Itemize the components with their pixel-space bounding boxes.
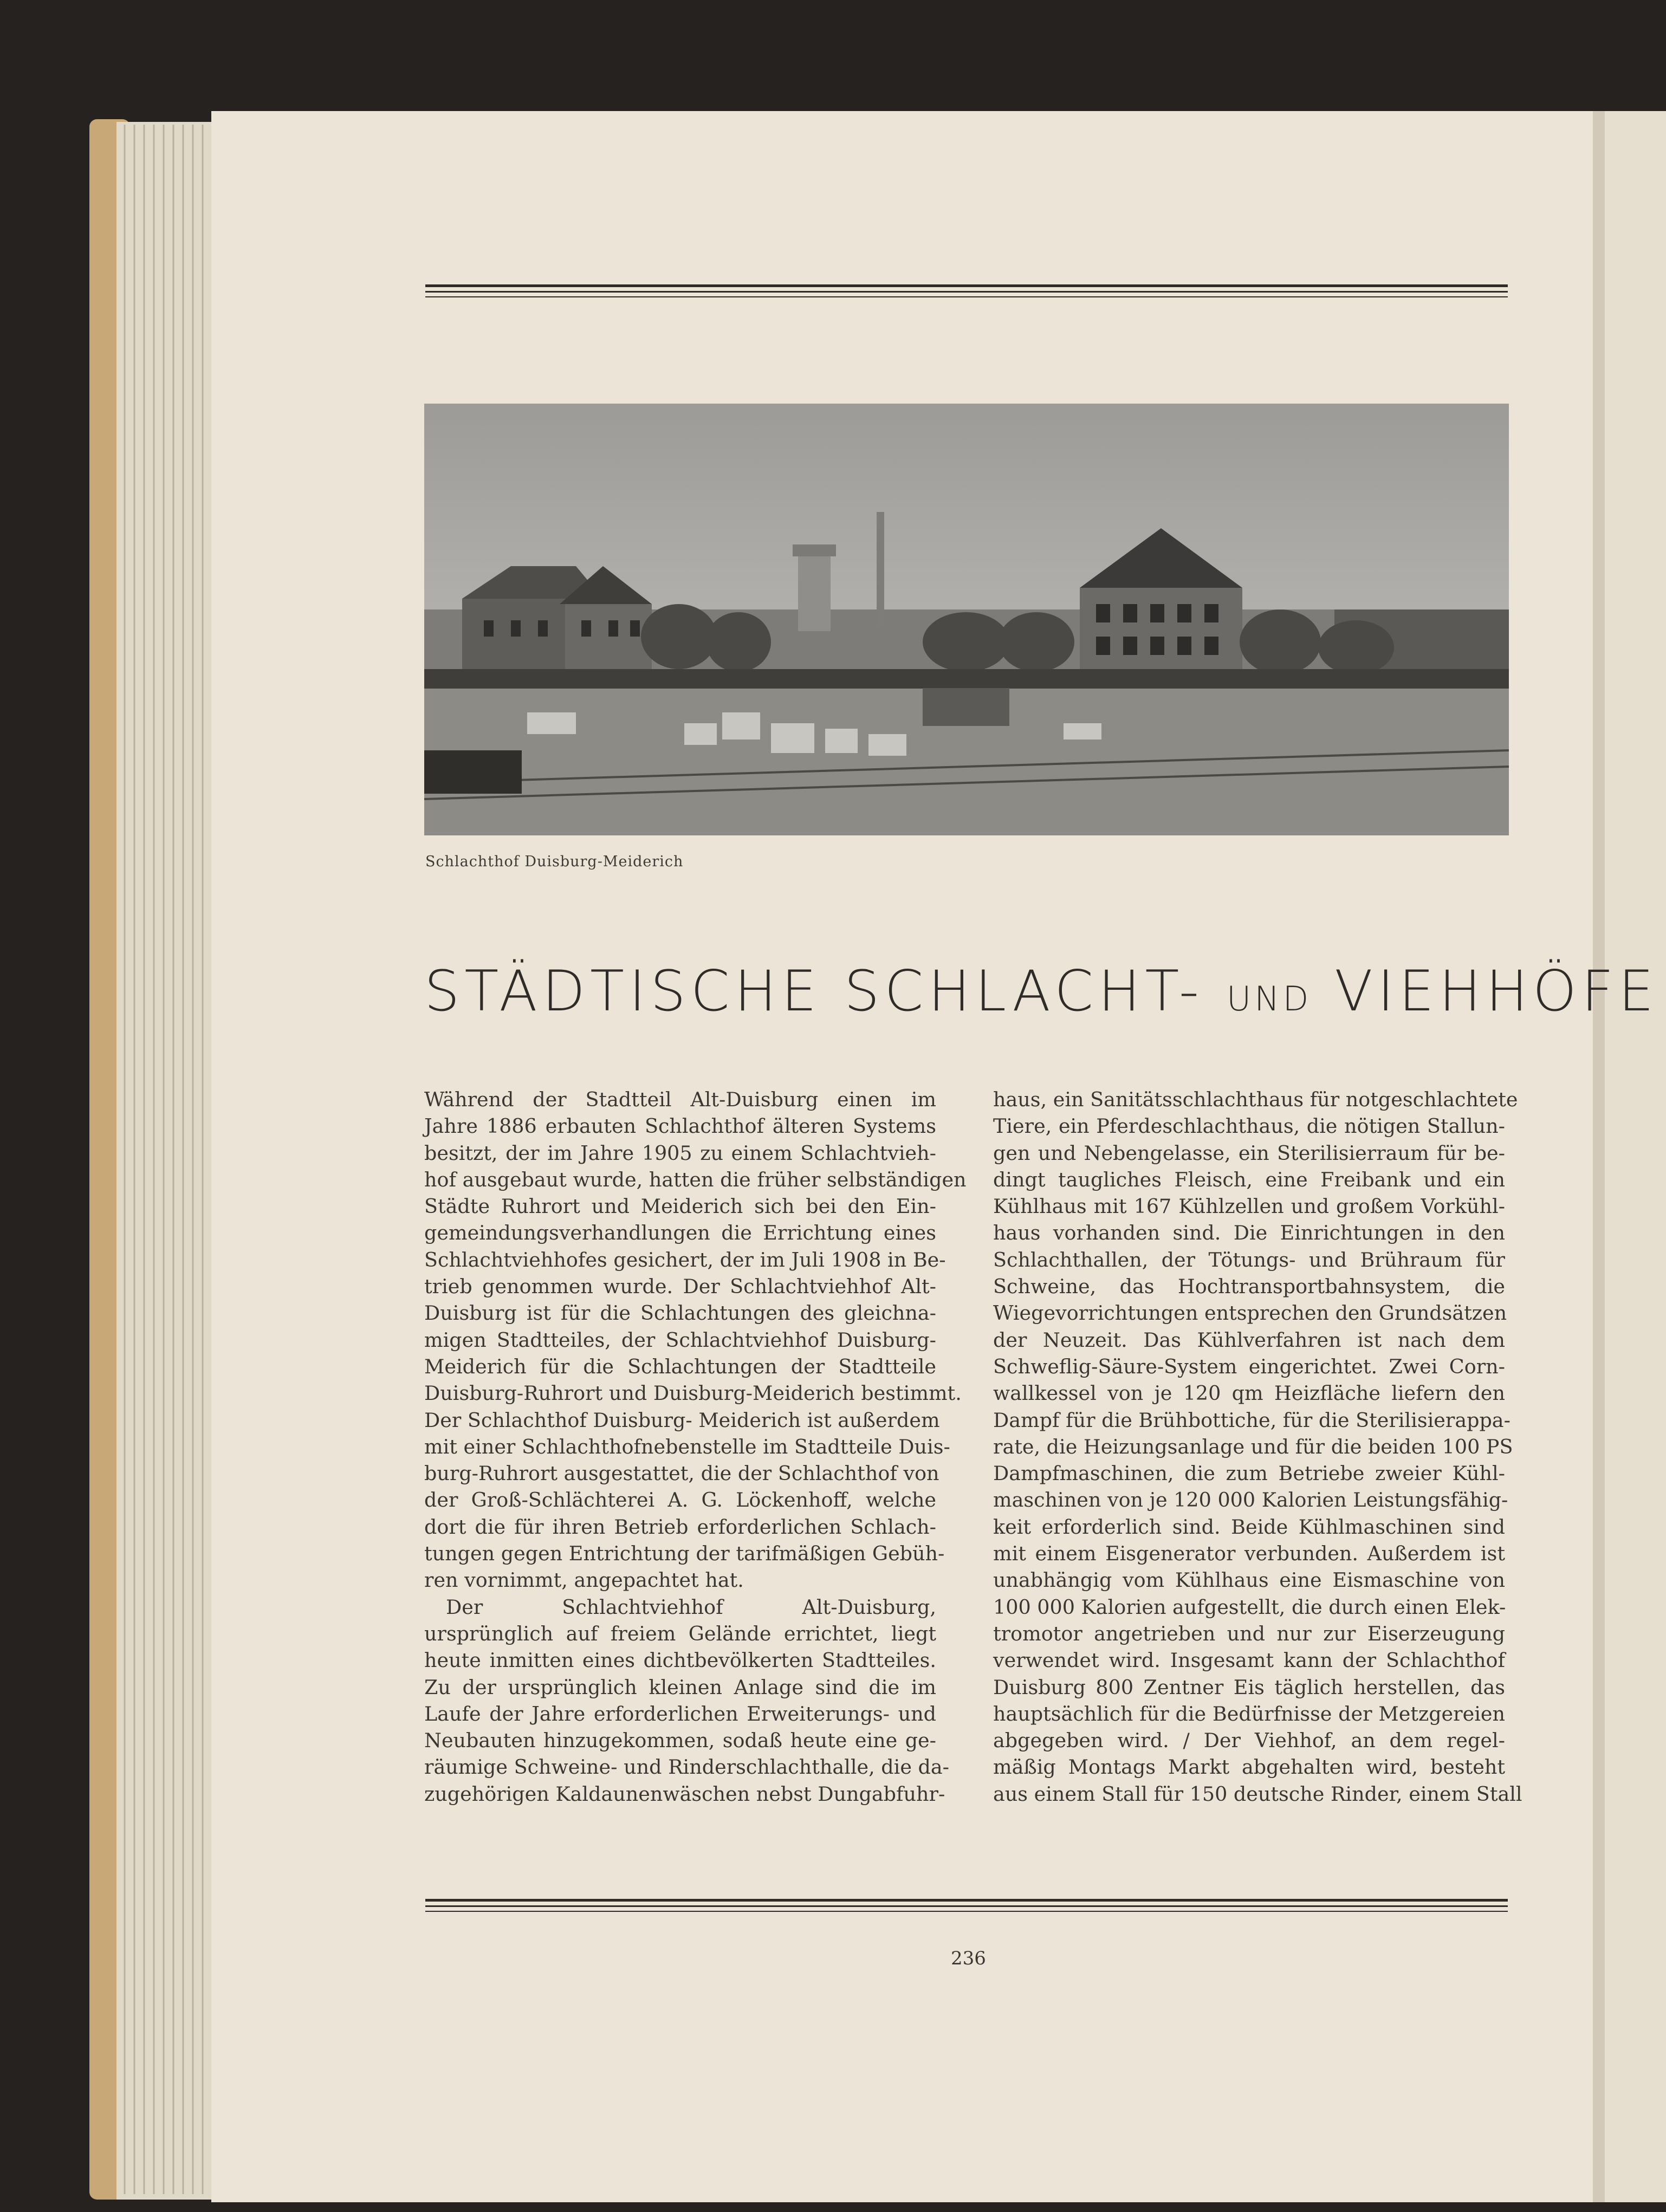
text-line: verwendet wird. Insgesamt kann der Schlachthof bbox=[993, 1649, 1505, 1672]
text-line: gemeindungsverhandlungen die Errichtung eines bbox=[424, 1221, 936, 1245]
text-line: rate, die Heizungsanlage und für die beiden 100 PS bbox=[993, 1435, 1513, 1458]
title-part2: UND bbox=[1226, 979, 1312, 1019]
text-line: burg-Ruhrort ausgestattet, die der Schlachthof von bbox=[424, 1462, 939, 1486]
text-line: unabhängig vom Kühlhaus eine Eismaschine von bbox=[993, 1568, 1505, 1592]
text-column-left bbox=[424, 1086, 967, 1807]
text-line: aus einem Stall für 150 deutsche Rinder, einem Stall bbox=[993, 1782, 1522, 1806]
text-line: 100 000 Kalorien aufgestellt, die durch einen Elek- bbox=[993, 1595, 1506, 1619]
text-line: der Groß-Schlächterei A. G. Löckenhoff, welche bbox=[424, 1488, 936, 1512]
text-line: ren vornimmt, angepachtet hat. bbox=[424, 1568, 744, 1592]
slaughterhouse-photo bbox=[424, 404, 1509, 835]
text-line: Schlachthallen, der Tötungs- und Brühraum für bbox=[993, 1248, 1505, 1272]
text-line: Meiderich für die Schlachtungen der Stadtteile bbox=[424, 1354, 936, 1378]
text-line: mit einer Schlachthofnebenstelle im Stadtteile Duis- bbox=[424, 1435, 950, 1458]
text-line: Duisburg 800 Zentner Eis täglich herstellen, das bbox=[993, 1675, 1505, 1699]
text-line: tungen gegen Entrichtung der tarifmäßigen Gebüh- bbox=[424, 1542, 945, 1566]
text-line: Schweine, das Hochtransportbahnsystem, die bbox=[993, 1275, 1505, 1299]
text-line: haus, ein Sanitätsschlachthaus für notgeschlachtete bbox=[993, 1088, 1518, 1111]
text-line: Schlachtviehhofes gesichert, der im Juli 1908 in Be- bbox=[424, 1248, 946, 1272]
text-line: Wiegevorrichtungen entsprechen den Grundsätzen bbox=[993, 1301, 1507, 1325]
title-part3: VIEHHÖFE bbox=[1334, 959, 1659, 1024]
text-line: besitzt, der im Jahre 1905 zu einem Schlachtvieh- bbox=[424, 1141, 936, 1165]
text-line: Dampf für die Brühbottiche, für die Sterilisierappa- bbox=[993, 1408, 1511, 1432]
text-line: Während der Stadtteil Alt-Duisburg einen im bbox=[424, 1088, 936, 1111]
page-number: 236 bbox=[951, 1948, 986, 1969]
text-line: haus vorhanden sind. Die Einrichtungen in den bbox=[993, 1221, 1505, 1245]
text-line: Laufe der Jahre erforderlichen Erweiterungs- und bbox=[424, 1702, 936, 1726]
text-line: Dampfmaschinen, die zum Betriebe zweier Kühl- bbox=[993, 1462, 1505, 1486]
text-line: Duisburg-Ruhrort und Duisburg-Meiderich bestimmt. bbox=[424, 1381, 962, 1405]
text-line: zugehörigen Kaldaunenwäschen nebst Dungabfuhr- bbox=[424, 1782, 945, 1806]
text-line: Kühlhaus mit 167 Kühlzellen und großem Vorkühl- bbox=[993, 1195, 1505, 1218]
text-line: gen und Nebengelasse, ein Sterilisierraum für be- bbox=[993, 1141, 1505, 1165]
text-line: Zu der ursprünglich kleinen Anlage sind die im bbox=[424, 1675, 936, 1699]
text-line: Tiere, ein Pferdeschlachthaus, die nötigen Stallun- bbox=[993, 1114, 1505, 1138]
text-line: Duisburg ist für die Schlachtungen des gleichna- bbox=[424, 1301, 936, 1325]
bottom-rule bbox=[425, 1899, 1508, 1912]
top-rule bbox=[425, 284, 1508, 297]
text-line: dort die für ihren Betrieb erforderlichen Schlach- bbox=[424, 1515, 936, 1539]
text-line: tromotor angetrieben und nur zur Eiserzeugung bbox=[993, 1621, 1505, 1645]
text-line: abgegeben wird. / Der Viehhof, an dem regel- bbox=[993, 1729, 1505, 1753]
text-line: Schweflig-Säure-System eingerichtet. Zwei Corn- bbox=[993, 1354, 1505, 1378]
text-line: maschinen von je 120 000 Kalorien Leistungsfähig- bbox=[993, 1488, 1508, 1512]
text-line: trieb genommen wurde. Der Schlachtviehhof Alt- bbox=[424, 1275, 936, 1299]
text-line: keit erforderlich sind. Beide Kühlmaschinen sind bbox=[993, 1515, 1505, 1539]
text-line: Neubauten hinzugekommen, sodaß heute eine ge- bbox=[424, 1729, 936, 1753]
text-line: migen Stadtteiles, der Schlachtviehhof Duisburg- bbox=[424, 1328, 936, 1352]
text-line: dingt taugliches Fleisch, eine Freibank und ein bbox=[993, 1167, 1505, 1191]
title-part1: STÄDTISCHE SCHLACHT- bbox=[424, 959, 1204, 1024]
text-line: mit einem Eisgenerator verbunden. Außerdem ist bbox=[993, 1542, 1505, 1566]
text-line: Der Schlachtviehhof Alt-Duisburg, bbox=[446, 1595, 936, 1619]
article-title bbox=[424, 959, 1659, 1024]
text-line: wallkessel von je 120 qm Heizfläche liefern den bbox=[993, 1381, 1505, 1405]
text-line: der Neuzeit. Das Kühlverfahren ist nach dem bbox=[993, 1328, 1505, 1352]
text-line: mäßig Montags Markt abgehalten wird, besteht bbox=[993, 1755, 1505, 1779]
text-line: Jahre 1886 erbauten Schlachthof älteren Systems bbox=[424, 1114, 936, 1138]
text-line: räumige Schweine- und Rinderschlachthalle, die da- bbox=[424, 1755, 949, 1779]
text-line: hauptsächlich für die Bedürfnisse der Metzgereien bbox=[993, 1702, 1505, 1726]
text-line: Städte Ruhrort und Meiderich sich bei den Ein- bbox=[424, 1195, 936, 1218]
text-line: heute inmitten eines dichtbevölkerten Stadtteiles. bbox=[424, 1649, 936, 1672]
text-line: ursprünglich auf freiem Gelände errichtet, liegt bbox=[424, 1621, 936, 1645]
text-line: hof ausgebaut wurde, hatten die früher selbständigen bbox=[424, 1167, 967, 1191]
text-line: Der Schlachthof Duisburg- Meiderich ist außerdem bbox=[424, 1408, 940, 1432]
photo-caption: Schlachthof Duisburg-Meiderich bbox=[425, 853, 684, 870]
text-column-right bbox=[993, 1086, 1522, 1807]
